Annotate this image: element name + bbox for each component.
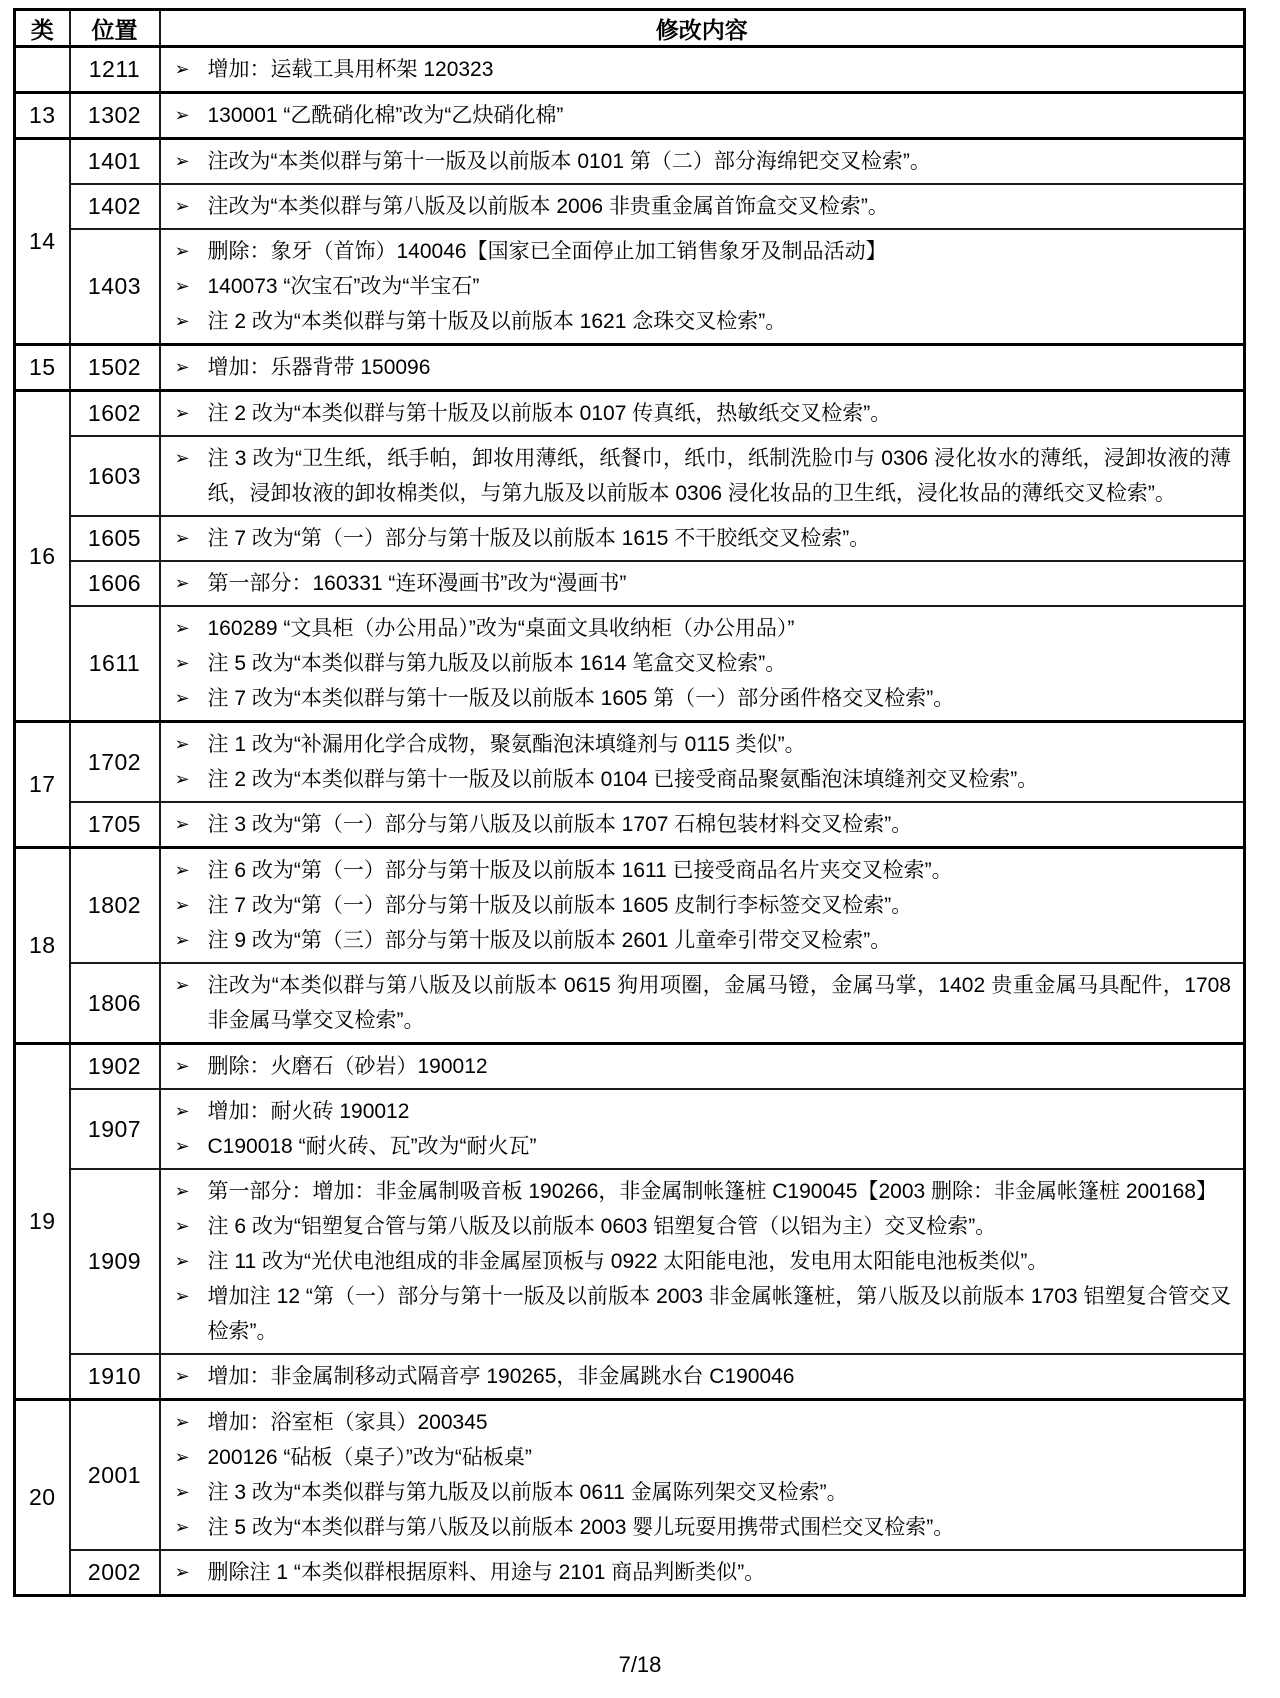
arrow-bullet-icon: ➢ [174, 860, 190, 880]
modification-text: 注 3 改为“第（一）部分与第八版及以前版本 1707 石棉包装材料交叉检索”。 [207, 813, 913, 836]
modification-item [161, 968, 1232, 1038]
content-cell [160, 1044, 1245, 1090]
table-row [15, 391, 1245, 437]
modification-text: 注 2 改为“本类似群与第十版及以前版本 1621 念珠交叉检索”。 [207, 310, 787, 333]
arrow-bullet-icon: ➢ [174, 403, 190, 423]
content-cell [160, 516, 1245, 561]
arrow-bullet-icon: ➢ [174, 59, 190, 79]
modification-text: 注 3 改为“本类似群与第九版及以前版本 0611 金属陈列架交叉检索”。 [207, 1481, 848, 1504]
modification-text: 注 5 改为“本类似群与第八版及以前版本 2003 婴儿玩耍用携带式围栏交叉检索”。 [207, 1516, 955, 1539]
content-cell [160, 345, 1245, 391]
class-cell: 15 [15, 345, 70, 391]
content-cell [160, 391, 1245, 437]
content-cell [160, 1089, 1245, 1169]
column-header-position: 位置 [70, 10, 160, 47]
modification-text: 增加：乐器背带 150096 [207, 356, 431, 379]
position-cell: 1401 [70, 139, 160, 185]
content-cell [160, 229, 1245, 345]
arrow-bullet-icon: ➢ [174, 1101, 190, 1121]
modification-item [161, 923, 1232, 958]
modification-text: 注 2 改为“本类似群与第十版及以前版本 0107 传真纸，热敏纸交叉检索”。 [207, 402, 892, 425]
modification-text: 注 3 改为“卫生纸，纸手帕，卸妆用薄纸，纸餐巾，纸巾，纸制洗脸巾与 0306 浸化妆水的薄纸，浸卸妆液的薄纸，浸卸妆液的卸妆棉类似，与第九版及以前版本 0306 浸化妆品的卫生纸，浸化妆品的薄纸交叉检索”。 [207, 447, 1231, 505]
position-cell: 1402 [70, 184, 160, 229]
modification-item [161, 304, 1232, 339]
arrow-bullet-icon: ➢ [174, 241, 190, 261]
arrow-bullet-icon: ➢ [174, 151, 190, 171]
position-cell: 1602 [70, 391, 160, 437]
table-row [15, 1550, 1245, 1596]
modification-text: 增加：浴室柜（家具）200345 [207, 1411, 488, 1434]
position-cell: 1705 [70, 802, 160, 848]
modification-item [161, 1174, 1232, 1209]
modification-item [161, 1440, 1232, 1475]
modification-item [161, 646, 1232, 681]
table-row [15, 345, 1245, 391]
arrow-bullet-icon: ➢ [174, 1056, 190, 1076]
modification-item [161, 521, 1232, 556]
modification-text: 删除：象牙（首饰）140046【国家已全面停止加工销售象牙及制品活动】 [207, 240, 887, 263]
table-row [15, 802, 1245, 848]
arrow-bullet-icon: ➢ [174, 734, 190, 754]
modification-item [161, 807, 1232, 842]
position-cell: 2001 [70, 1400, 160, 1551]
modification-text: 200126 “砧板（桌子）”改为“砧板桌” [207, 1446, 532, 1469]
table-row [15, 47, 1245, 93]
modification-text: 增加注 12 “第（一）部分与第十一版及以前版本 2003 非金属帐篷桩，第八版及以前版本 1703 铝塑复合管交叉检索”。 [207, 1285, 1231, 1343]
modification-text: 注改为“本类似群与第八版及以前版本 2006 非贵重金属首饰盒交叉检索”。 [207, 195, 889, 218]
table-row [15, 561, 1245, 606]
modification-item [161, 396, 1232, 431]
arrow-bullet-icon: ➢ [174, 1136, 190, 1156]
class-cell: 14 [15, 139, 70, 345]
arrow-bullet-icon: ➢ [174, 1482, 190, 1502]
position-cell: 1909 [70, 1169, 160, 1354]
arrow-bullet-icon: ➢ [174, 357, 190, 377]
modification-item [161, 1244, 1232, 1279]
class-cell: 17 [15, 722, 70, 848]
modification-item [161, 144, 1232, 179]
modification-text: 第一部分：160331 “连环漫画书”改为“漫画书” [207, 572, 627, 595]
arrow-bullet-icon: ➢ [174, 1286, 190, 1306]
table-row [15, 516, 1245, 561]
content-cell [160, 1550, 1245, 1596]
class-cell [15, 47, 70, 93]
modification-item [161, 681, 1232, 716]
content-cell [160, 139, 1245, 185]
content-cell [160, 47, 1245, 93]
modification-item [161, 762, 1232, 797]
modification-item [161, 727, 1232, 762]
position-cell: 1910 [70, 1354, 160, 1400]
modification-item [161, 853, 1232, 888]
table-row [15, 963, 1245, 1044]
position-cell: 1702 [70, 722, 160, 803]
table-row [15, 93, 1245, 139]
modification-item [161, 566, 1232, 601]
class-cell: 20 [15, 1400, 70, 1596]
modification-item [161, 1405, 1232, 1440]
position-cell: 1603 [70, 436, 160, 516]
table-row [15, 1169, 1245, 1354]
table-row [15, 139, 1245, 185]
content-cell [160, 436, 1245, 516]
modification-text: 第一部分：增加：非金属制吸音板 190266，非金属制帐篷桩 C190045【2003 删除：非金属帐篷桩 200168】 [207, 1180, 1217, 1203]
position-cell: 1403 [70, 229, 160, 345]
modification-text: 增加：运载工具用杯架 120323 [207, 58, 494, 81]
position-cell: 2002 [70, 1550, 160, 1596]
arrow-bullet-icon: ➢ [174, 573, 190, 593]
modification-text: 注 1 改为“补漏用化学合成物，聚氨酯泡沫填缝剂与 0115 类似”。 [207, 733, 806, 756]
table-row [15, 229, 1245, 345]
position-cell: 1802 [70, 848, 160, 964]
arrow-bullet-icon: ➢ [174, 105, 190, 125]
modification-item [161, 1475, 1232, 1510]
modification-text: 注 7 改为“第（一）部分与第十版及以前版本 1615 不干胶纸交叉检索”。 [207, 527, 871, 550]
content-cell [160, 722, 1245, 803]
content-cell [160, 1354, 1245, 1400]
modification-text: 删除注 1 “本类似群根据原料、用途与 2101 商品判断类似”。 [207, 1561, 766, 1584]
content-cell [160, 1400, 1245, 1551]
class-cell: 16 [15, 391, 70, 722]
header-row [15, 10, 1245, 47]
modification-item [161, 1359, 1232, 1394]
arrow-bullet-icon: ➢ [174, 1517, 190, 1537]
modification-item [161, 234, 1232, 269]
table-row [15, 606, 1245, 722]
class-cell: 13 [15, 93, 70, 139]
column-header-class: 类 [15, 10, 70, 47]
page-number: 7/18 [618, 1652, 662, 1677]
column-header-content: 修改内容 [160, 10, 1245, 47]
arrow-bullet-icon: ➢ [174, 814, 190, 834]
class-cell: 18 [15, 848, 70, 1044]
position-cell: 1907 [70, 1089, 160, 1169]
position-cell: 1606 [70, 561, 160, 606]
modification-item [161, 269, 1232, 304]
arrow-bullet-icon: ➢ [174, 653, 190, 673]
position-cell: 1611 [70, 606, 160, 722]
arrow-bullet-icon: ➢ [174, 276, 190, 296]
arrow-bullet-icon: ➢ [174, 1181, 190, 1201]
arrow-bullet-icon: ➢ [174, 688, 190, 708]
arrow-bullet-icon: ➢ [174, 1447, 190, 1467]
modification-item [161, 189, 1232, 224]
position-cell: 1502 [70, 345, 160, 391]
modification-text: 140073 “次宝石”改为“半宝石” [207, 275, 480, 298]
arrow-bullet-icon: ➢ [174, 1562, 190, 1582]
modification-text: 删除：火磨石（砂岩）190012 [207, 1055, 488, 1078]
arrow-bullet-icon: ➢ [174, 1251, 190, 1271]
modification-item [161, 611, 1232, 646]
position-cell: 1211 [70, 47, 160, 93]
table-row [15, 184, 1245, 229]
modification-item [161, 888, 1232, 923]
modification-text: 注 2 改为“本类似群与第十一版及以前版本 0104 已接受商品聚氨酯泡沫填缝剂交叉检索”。 [207, 768, 1039, 791]
arrow-bullet-icon: ➢ [174, 1366, 190, 1386]
arrow-bullet-icon: ➢ [174, 769, 190, 789]
modification-text: C190018 “耐火砖、瓦”改为“耐火瓦” [207, 1135, 537, 1158]
table-row [15, 1400, 1245, 1551]
modification-text: 注 5 改为“本类似群与第九版及以前版本 1614 笔盒交叉检索”。 [207, 652, 787, 675]
table-row [15, 1044, 1245, 1090]
arrow-bullet-icon: ➢ [174, 930, 190, 950]
arrow-bullet-icon: ➢ [174, 895, 190, 915]
content-cell [160, 848, 1245, 964]
modification-text: 增加：非金属制移动式隔音亭 190265，非金属跳水台 C190046 [207, 1365, 795, 1388]
modification-table [13, 8, 1246, 1597]
content-cell [160, 1169, 1245, 1354]
modification-text: 注 6 改为“第（一）部分与第十版及以前版本 1611 已接受商品名片夹交叉检索”。 [207, 859, 953, 882]
table-row [15, 1089, 1245, 1169]
content-cell [160, 561, 1245, 606]
arrow-bullet-icon: ➢ [174, 448, 190, 468]
modification-text: 注 11 改为“光伏电池组成的非金属屋顶板与 0922 太阳能电池，发电用太阳能电池板类似”。 [207, 1250, 1049, 1273]
position-cell: 1902 [70, 1044, 160, 1090]
modification-text: 130001 “乙酰硝化棉”改为“乙炔硝化棉” [207, 104, 564, 127]
modification-item [161, 1129, 1232, 1164]
arrow-bullet-icon: ➢ [174, 196, 190, 216]
modification-item [161, 441, 1232, 511]
modification-item [161, 1209, 1232, 1244]
modification-item [161, 1279, 1232, 1349]
table-row [15, 848, 1245, 964]
modification-item [161, 1094, 1232, 1129]
modification-text: 注改为“本类似群与第十一版及以前版本 0101 第（二）部分海绵钯交叉检索”。 [207, 150, 931, 173]
modification-item [161, 98, 1232, 133]
modification-item [161, 1049, 1232, 1084]
modification-item [161, 1555, 1232, 1590]
table-row [15, 1354, 1245, 1400]
modification-text: 增加：耐火砖 190012 [207, 1100, 410, 1123]
modification-text: 注 7 改为“本类似群与第十一版及以前版本 1605 第（一）部分函件格交叉检索”。 [207, 687, 955, 710]
arrow-bullet-icon: ➢ [174, 975, 190, 995]
table-row [15, 436, 1245, 516]
content-cell [160, 802, 1245, 848]
modification-item [161, 52, 1232, 87]
position-cell: 1605 [70, 516, 160, 561]
modification-item [161, 350, 1232, 385]
modification-text: 160289 “文具柜（办公用品）”改为“桌面文具收纳柜（办公用品）” [207, 617, 795, 640]
arrow-bullet-icon: ➢ [174, 1216, 190, 1236]
table-body [15, 47, 1245, 1596]
modification-text: 注 7 改为“第（一）部分与第十版及以前版本 1605 皮制行李标签交叉检索”。 [207, 894, 913, 917]
arrow-bullet-icon: ➢ [174, 311, 190, 331]
content-cell [160, 963, 1245, 1044]
table-row [15, 722, 1245, 803]
arrow-bullet-icon: ➢ [174, 1412, 190, 1432]
arrow-bullet-icon: ➢ [174, 618, 190, 638]
content-cell [160, 93, 1245, 139]
position-cell: 1806 [70, 963, 160, 1044]
modification-item [161, 1510, 1232, 1545]
content-cell [160, 184, 1245, 229]
modification-text: 注改为“本类似群与第八版及以前版本 0615 狗用项圈，金属马镫，金属马掌，1402 贵重金属马具配件，1708 非金属马掌交叉检索”。 [207, 974, 1231, 1032]
modification-text: 注 9 改为“第（三）部分与第十版及以前版本 2601 儿童牵引带交叉检索”。 [207, 929, 892, 952]
modification-text: 注 6 改为“铝塑复合管与第八版及以前版本 0603 铝塑复合管（以铝为主）交叉检索”。 [207, 1215, 997, 1238]
content-cell [160, 606, 1245, 722]
position-cell: 1302 [70, 93, 160, 139]
class-cell: 19 [15, 1044, 70, 1400]
arrow-bullet-icon: ➢ [174, 528, 190, 548]
